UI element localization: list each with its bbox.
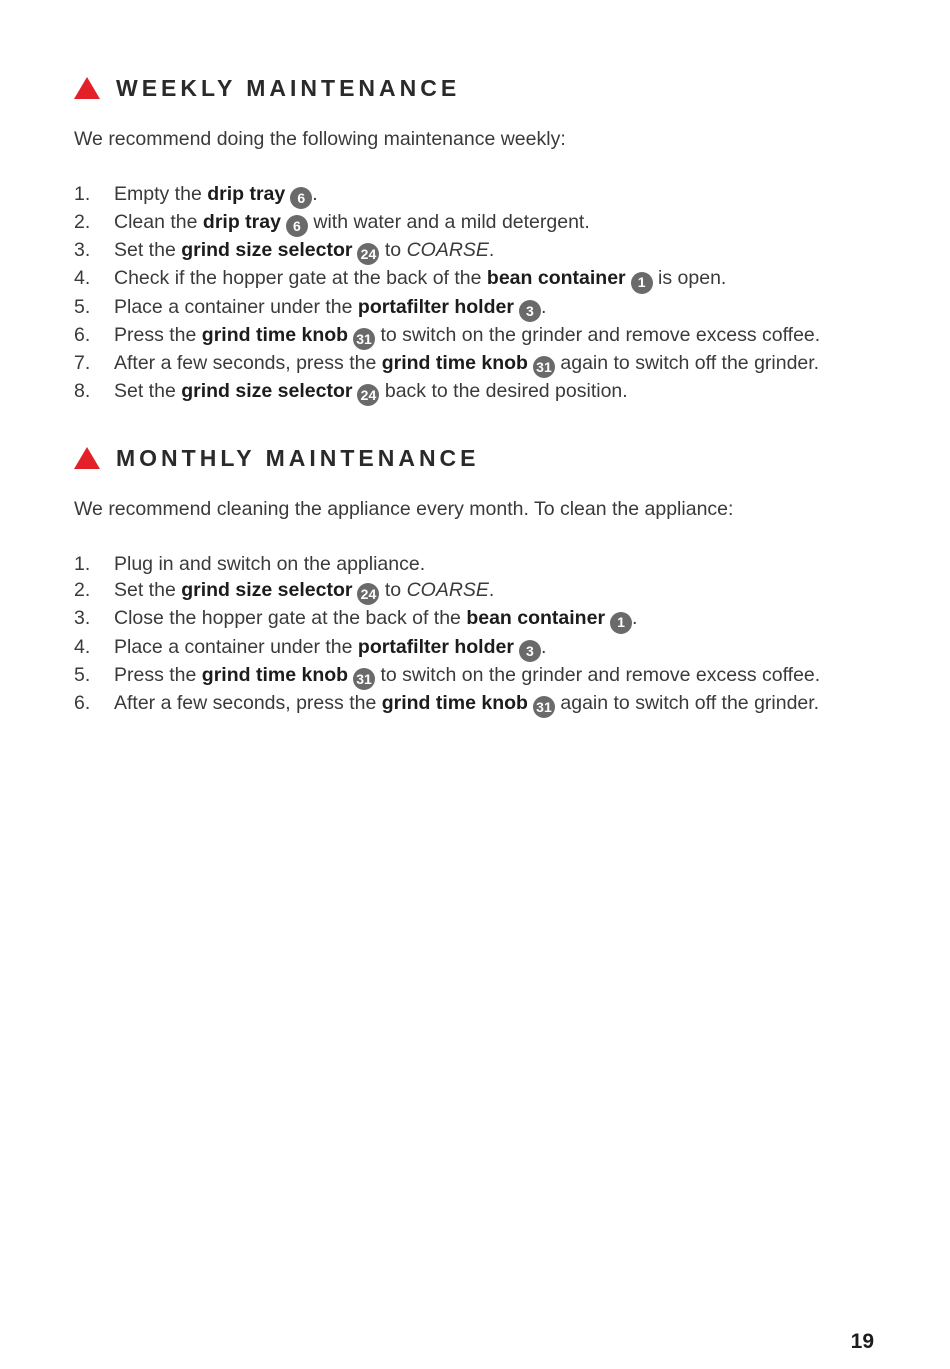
page-number: 19 — [850, 1330, 874, 1353]
setting-value: COARSE — [406, 239, 489, 262]
step-text: . — [540, 295, 547, 318]
monthly-maintenance-section — [74, 440, 894, 718]
step-number: 1. — [74, 553, 91, 575]
step-text: to — [379, 239, 407, 262]
part-number-badge: 6 — [286, 215, 308, 237]
monthly-steps-list — [74, 551, 894, 718]
part-number-badge: 1 — [610, 612, 632, 634]
step-text: After a few seconds, press the — [114, 691, 382, 714]
list-item — [74, 322, 894, 350]
list-item — [74, 378, 894, 406]
weekly-steps-list — [74, 181, 894, 406]
part-number-badge: 24 — [357, 583, 379, 605]
part-number-badge: 1 — [631, 272, 653, 294]
monthly-heading-text: MONTHLY MAINTENANCE — [116, 444, 480, 471]
warning-triangle-icon — [74, 447, 100, 469]
part-name: grind size selector — [181, 379, 353, 402]
part-name: grind size selector — [181, 239, 353, 262]
step-number: 1. — [74, 183, 91, 205]
part-name: bean container — [466, 607, 606, 630]
weekly-intro: We recommend doing the following maintenance weekly: — [74, 128, 566, 150]
part-number-badge: 24 — [357, 384, 379, 406]
step-text: is open. — [652, 267, 727, 290]
part-name: bean container — [486, 267, 626, 290]
step-text: Place a container under the — [114, 635, 358, 658]
list-item — [74, 237, 894, 265]
list-item — [74, 551, 894, 577]
step-text: with water and a mild detergent. — [307, 211, 590, 234]
step-text: Clean the — [114, 211, 203, 234]
step-text: to switch on the grinder and remove excess coffee. — [375, 323, 821, 346]
step-text: Plug in and switch on the appliance. — [114, 553, 426, 575]
step-number: 5. — [74, 295, 91, 318]
list-item — [74, 662, 894, 690]
part-number-badge: 31 — [533, 356, 555, 378]
part-name: portafilter holder — [357, 635, 514, 658]
monthly-heading — [74, 440, 894, 476]
step-number: 6. — [74, 691, 91, 714]
part-number-badge: 3 — [519, 300, 541, 322]
step-text: Empty the — [114, 183, 208, 205]
weekly-maintenance-section — [74, 70, 894, 406]
part-name: grind time knob — [381, 351, 528, 374]
part-number-badge: 3 — [519, 640, 541, 662]
list-item — [74, 577, 894, 605]
part-number-badge: 24 — [357, 243, 379, 265]
list-item — [74, 634, 894, 662]
list-item — [74, 265, 894, 293]
step-text: to — [379, 579, 407, 602]
step-text: again to switch off the grinder. — [554, 691, 820, 714]
step-text: Set the — [114, 239, 182, 262]
step-number: 2. — [74, 579, 91, 602]
step-text: After a few seconds, press the — [114, 351, 382, 374]
list-item — [74, 605, 894, 633]
part-name: grind time knob — [381, 691, 528, 714]
step-text: again to switch off the grinder. — [554, 351, 820, 374]
step-text: . — [488, 239, 495, 262]
step-number: 3. — [74, 239, 91, 262]
part-number-badge: 31 — [533, 696, 555, 718]
list-item — [74, 181, 894, 209]
step-number: 8. — [74, 379, 91, 402]
step-text: . — [312, 183, 318, 205]
setting-value: COARSE — [406, 579, 489, 602]
step-text: to switch on the grinder and remove excess coffee. — [375, 663, 821, 686]
part-name: grind size selector — [181, 579, 353, 602]
step-text: Set the — [114, 379, 182, 402]
step-text: Check if the hopper gate at the back of the — [114, 267, 487, 290]
part-name: drip tray — [202, 211, 281, 234]
step-number: 7. — [74, 351, 91, 374]
step-number: 3. — [74, 607, 91, 630]
part-number-badge: 31 — [353, 328, 375, 350]
part-name: grind time knob — [201, 663, 349, 686]
step-number: 6. — [74, 323, 91, 346]
step-text: . — [488, 579, 495, 602]
monthly-intro: We recommend cleaning the appliance every month. To clean the appliance: — [74, 498, 734, 520]
list-item — [74, 690, 894, 718]
part-name: grind time knob — [201, 323, 349, 346]
part-number-badge: 6 — [290, 187, 312, 209]
part-number-badge: 31 — [353, 668, 375, 690]
step-text: . — [540, 635, 547, 658]
weekly-heading-text: WEEKLY MAINTENANCE — [116, 74, 461, 101]
step-number: 4. — [74, 267, 91, 290]
step-number: 2. — [74, 211, 91, 234]
step-text: Set the — [114, 579, 182, 602]
part-name: drip tray — [207, 183, 286, 205]
list-item — [74, 350, 894, 378]
step-text: Place a container under the — [114, 295, 358, 318]
weekly-heading — [74, 70, 894, 106]
step-number: 4. — [74, 635, 91, 658]
step-text: back to the desired position. — [379, 379, 628, 402]
part-name: portafilter holder — [357, 295, 514, 318]
step-text: Press the — [114, 323, 202, 346]
list-item — [74, 209, 894, 237]
step-number: 5. — [74, 663, 91, 686]
warning-triangle-icon — [74, 77, 100, 99]
step-text: . — [632, 607, 638, 630]
step-text: Press the — [114, 663, 202, 686]
list-item — [74, 294, 894, 322]
step-text: Close the hopper gate at the back of the — [114, 607, 467, 630]
